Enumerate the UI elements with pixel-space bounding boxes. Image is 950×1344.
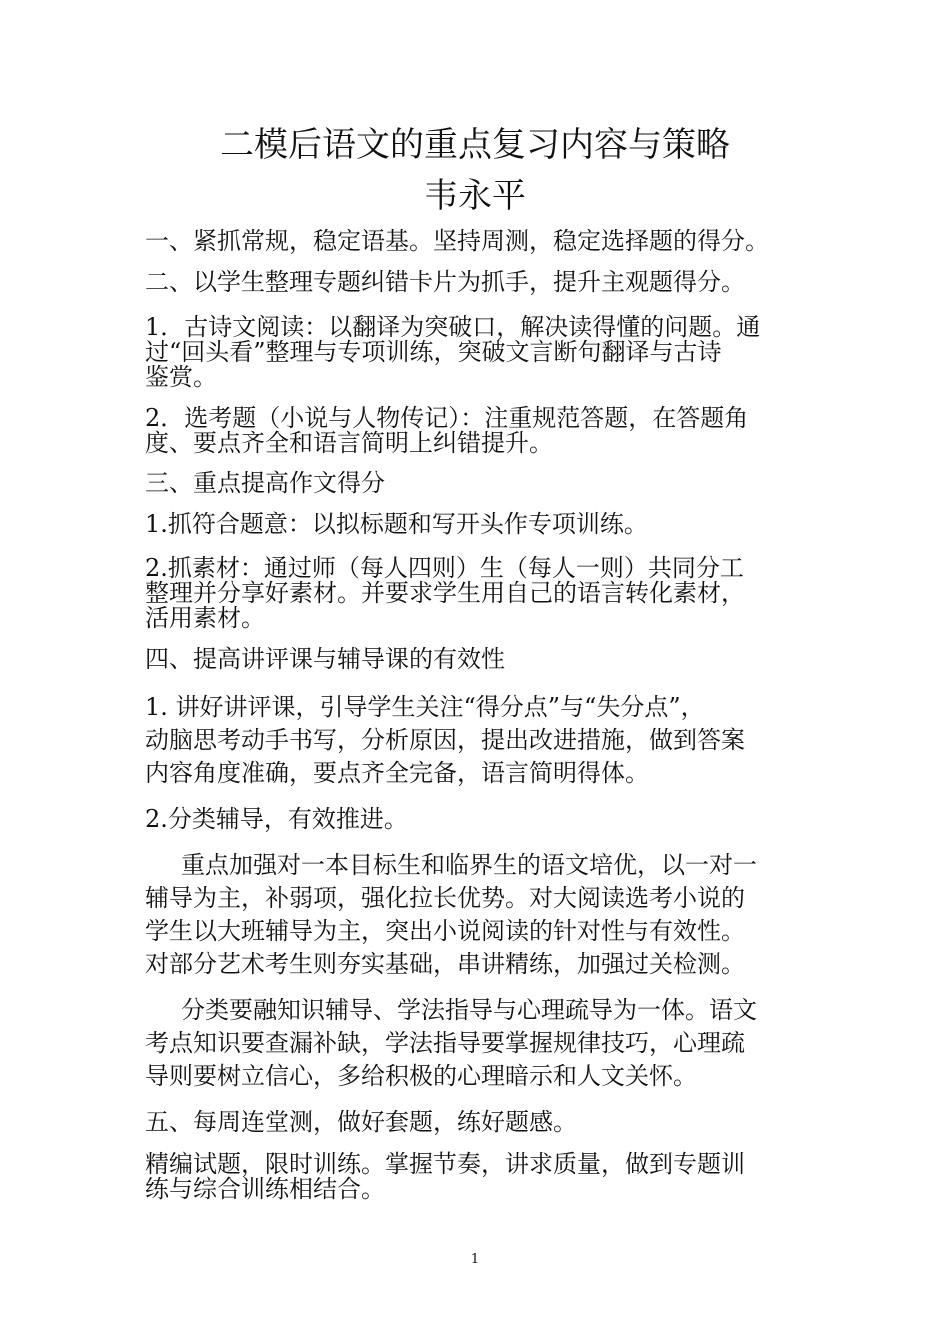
paragraph-9-line: 动脑思考动手书写，分析原因，提出改进措施，做到答案: [145, 726, 745, 754]
paragraph-9-line: 内容角度准确，要点齐全完备，语言简明得体。: [145, 759, 649, 787]
paragraph-4-line: 度、要点齐全和语言简明上纠错提升。: [145, 429, 553, 457]
paragraph-9-line: 1. 讲好讲评课，引导学生关注“得分点”与“失分点”，: [145, 693, 705, 721]
paragraph-3-line: 1．古诗文阅读：以翻译为突破口，解决读得懂的问题。通: [145, 313, 761, 341]
paragraph-7: [145, 556, 800, 631]
paragraph-4: [145, 406, 800, 456]
paragraph-14-line: 练与综合训练相结合。: [145, 1175, 385, 1203]
document-author: 韦永平: [424, 176, 526, 216]
paragraph-14: [145, 1152, 800, 1202]
paragraph-12-line: 导则要树立信心，多给积极的心理暗示和人文关怀。: [145, 1062, 697, 1090]
paragraph-9: [145, 691, 800, 790]
paragraph-10: 2.分类辅导，有效推进。: [145, 805, 408, 833]
paragraph-3-line: 鉴赏。: [145, 363, 217, 391]
paragraph-4-line: 2．选考题（小说与人物传记）：注重规范答题，在答题角: [145, 404, 749, 432]
paragraph-2: 二、以学生整理专题纠错卡片为抓手，提升主观题得分。: [145, 268, 745, 296]
paragraph-14-line: 精编试题，限时训练。掌握节奏，讲求质量，做到专题训: [145, 1150, 745, 1178]
paragraph-11-line: 学生以大班辅导为主，突出小说阅读的针对性与有效性。: [145, 917, 745, 945]
section-heading-3: 三、重点提高作文得分: [145, 469, 385, 497]
document-title: 二模后语文的重点复习内容与策略: [220, 125, 730, 165]
paragraph-12: [145, 994, 800, 1093]
section-heading-5: 五、每周连堂测，做好套题，练好题感。: [145, 1108, 577, 1136]
paragraph-3-line: 过“回头看”整理与专项训练，突破文言断句翻译与古诗: [145, 338, 722, 366]
paragraph-1: 一、紧抓常规，稳定语基。坚持周测，稳定选择题的得分。: [145, 227, 769, 255]
paragraph-7-line: 活用素材。: [145, 604, 265, 632]
paragraph-7-line: 2.抓素材：通过师（每人四则）生（每人一则）共同分工: [145, 554, 744, 582]
paragraph-12-line: 考点知识要查漏补缺，学法指导要掌握规律技巧，心理疏: [145, 1029, 745, 1057]
paragraph-12-line: 分类要融知识辅导、学法指导与心理疏导为一体。语文: [181, 996, 757, 1024]
paragraph-11-line: 对部分艺术考生则夯实基础，串讲精练，加强过关检测。: [145, 950, 745, 978]
section-heading-4: 四、提高讲评课与辅导课的有效性: [145, 645, 505, 673]
paragraph-11: [145, 849, 800, 981]
paragraph-7-line: 整理并分享好素材。并要求学生用自己的语言转化素材，: [145, 579, 745, 607]
paragraph-6: 1.抓符合题意：以拟标题和写开头作专项训练。: [145, 510, 648, 538]
paragraph-11-line: 辅导为主，补弱项，强化拉长优势。对大阅读选考小说的: [145, 884, 745, 912]
paragraph-11-line: 重点加强对一本目标生和临界生的语文培优，以一对一: [181, 851, 757, 879]
page-number: 1: [470, 1252, 480, 1267]
paragraph-3: [145, 315, 800, 390]
